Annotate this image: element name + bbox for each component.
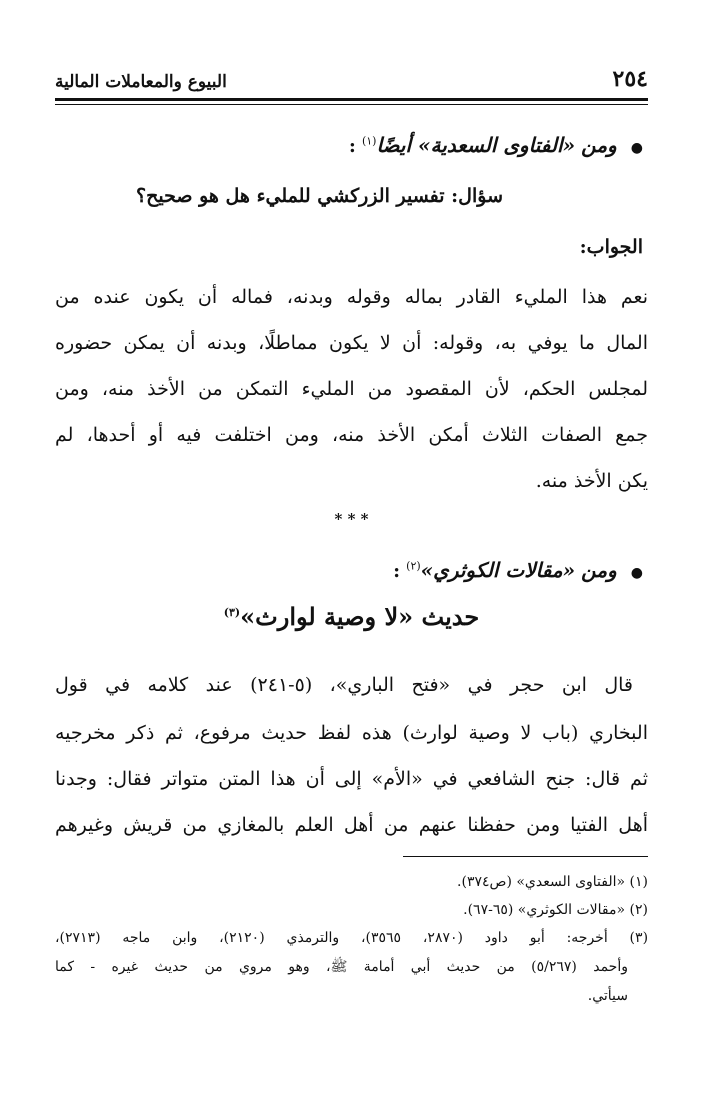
header-rule-thin [55, 104, 648, 105]
question-line: سؤال: تفسير الزركشي للمليء هل هو صحيح؟ [136, 185, 503, 207]
footnote-rule [403, 856, 648, 857]
body-line-3: ثم قال: جنح الشافعي في «الأم» إلى أن هذا المتن متواتر فقال: وجدنا [55, 768, 648, 790]
hadith-heading [55, 602, 648, 631]
bullet-icon: ● [630, 565, 643, 581]
running-title: البيوع والمعاملات المالية [55, 72, 227, 92]
page-header [55, 58, 648, 92]
footnote-ref-2: (٢) [406, 559, 421, 573]
body-line-1: قال ابن حجر في «فتح الباري»، (٥-٢٤١) عند كلامه في قول [55, 674, 634, 696]
footnote-ref-3: (٣) [223, 606, 241, 619]
answer-line-2: المال ما يوفي به، وقوله: أن لا يكون مماطلًا، وبدنه أن يمكن حضوره [55, 332, 648, 354]
body-line-4: أهل الفتيا ومن حفظنا عنهم من أهل العلم بالمغازي من قريش وغيرهم [55, 814, 648, 836]
footnote-3-line-3: سيأتي. [587, 988, 628, 1004]
section1-source: «الفتاوى السعدية» أيضًا [376, 133, 576, 157]
section-separator: * * * [334, 510, 369, 528]
answer-line-3: لمجلس الحكم، لأن المقصود من المليء التمكن من الأخذ منه، ومن [55, 378, 648, 400]
answer-label: الجواب: [579, 236, 643, 258]
hadith-heading-text: حديث «لا وصية لوارث» [240, 602, 480, 631]
section2-source-line [55, 560, 643, 581]
section2-colon: : [393, 560, 401, 582]
footnote-ref-1: (١) [361, 134, 377, 148]
answer-line-5: يكن الأخذ منه. [535, 470, 648, 492]
section2-prefix: ومن [581, 558, 617, 582]
section1-prefix: ومن [581, 133, 617, 157]
answer-line-4: جمع الصفات الثلاث أمكن الأخذ منه، ومن اختلفت فيه أو أحدها، لم [55, 424, 648, 446]
answer-line-1: نعم هذا المليء القادر بماله وقوله وبدنه، فماله أن يكون عنده من [55, 286, 648, 308]
section1-colon: : [348, 135, 356, 157]
section1-source-line [55, 135, 643, 156]
footnote-2: (٢) «مقالات الكوثري» (٦٥-٦٧). [463, 902, 648, 918]
body-line-2: البخاري (باب لا وصية لوارث) هذه لفظ حديث مرفوع، ثم ذكر مخرجيه [55, 722, 648, 744]
header-rule-thick [55, 98, 648, 101]
bullet-icon: ● [630, 140, 643, 156]
footnote-3-line-2: وأحمد (٥/٢٦٧) من حديث أبي أمامة ﷺ، وهو مروي من حديث غيره - كما [55, 959, 628, 975]
footnote-3-line-1: (٣) أخرجه: أبو داود (٢٨٧٠، ٣٥٦٥)، والترمذي (٢١٢٠)، وابن ماجه (٢٧١٣)، [55, 930, 649, 946]
page-number: ٢٥٤ [612, 66, 648, 92]
section2-source: «مقالات الكوثري» [420, 558, 576, 582]
footnote-1: (١) «الفتاوى السعدي» (ص٣٧٤). [457, 874, 648, 890]
